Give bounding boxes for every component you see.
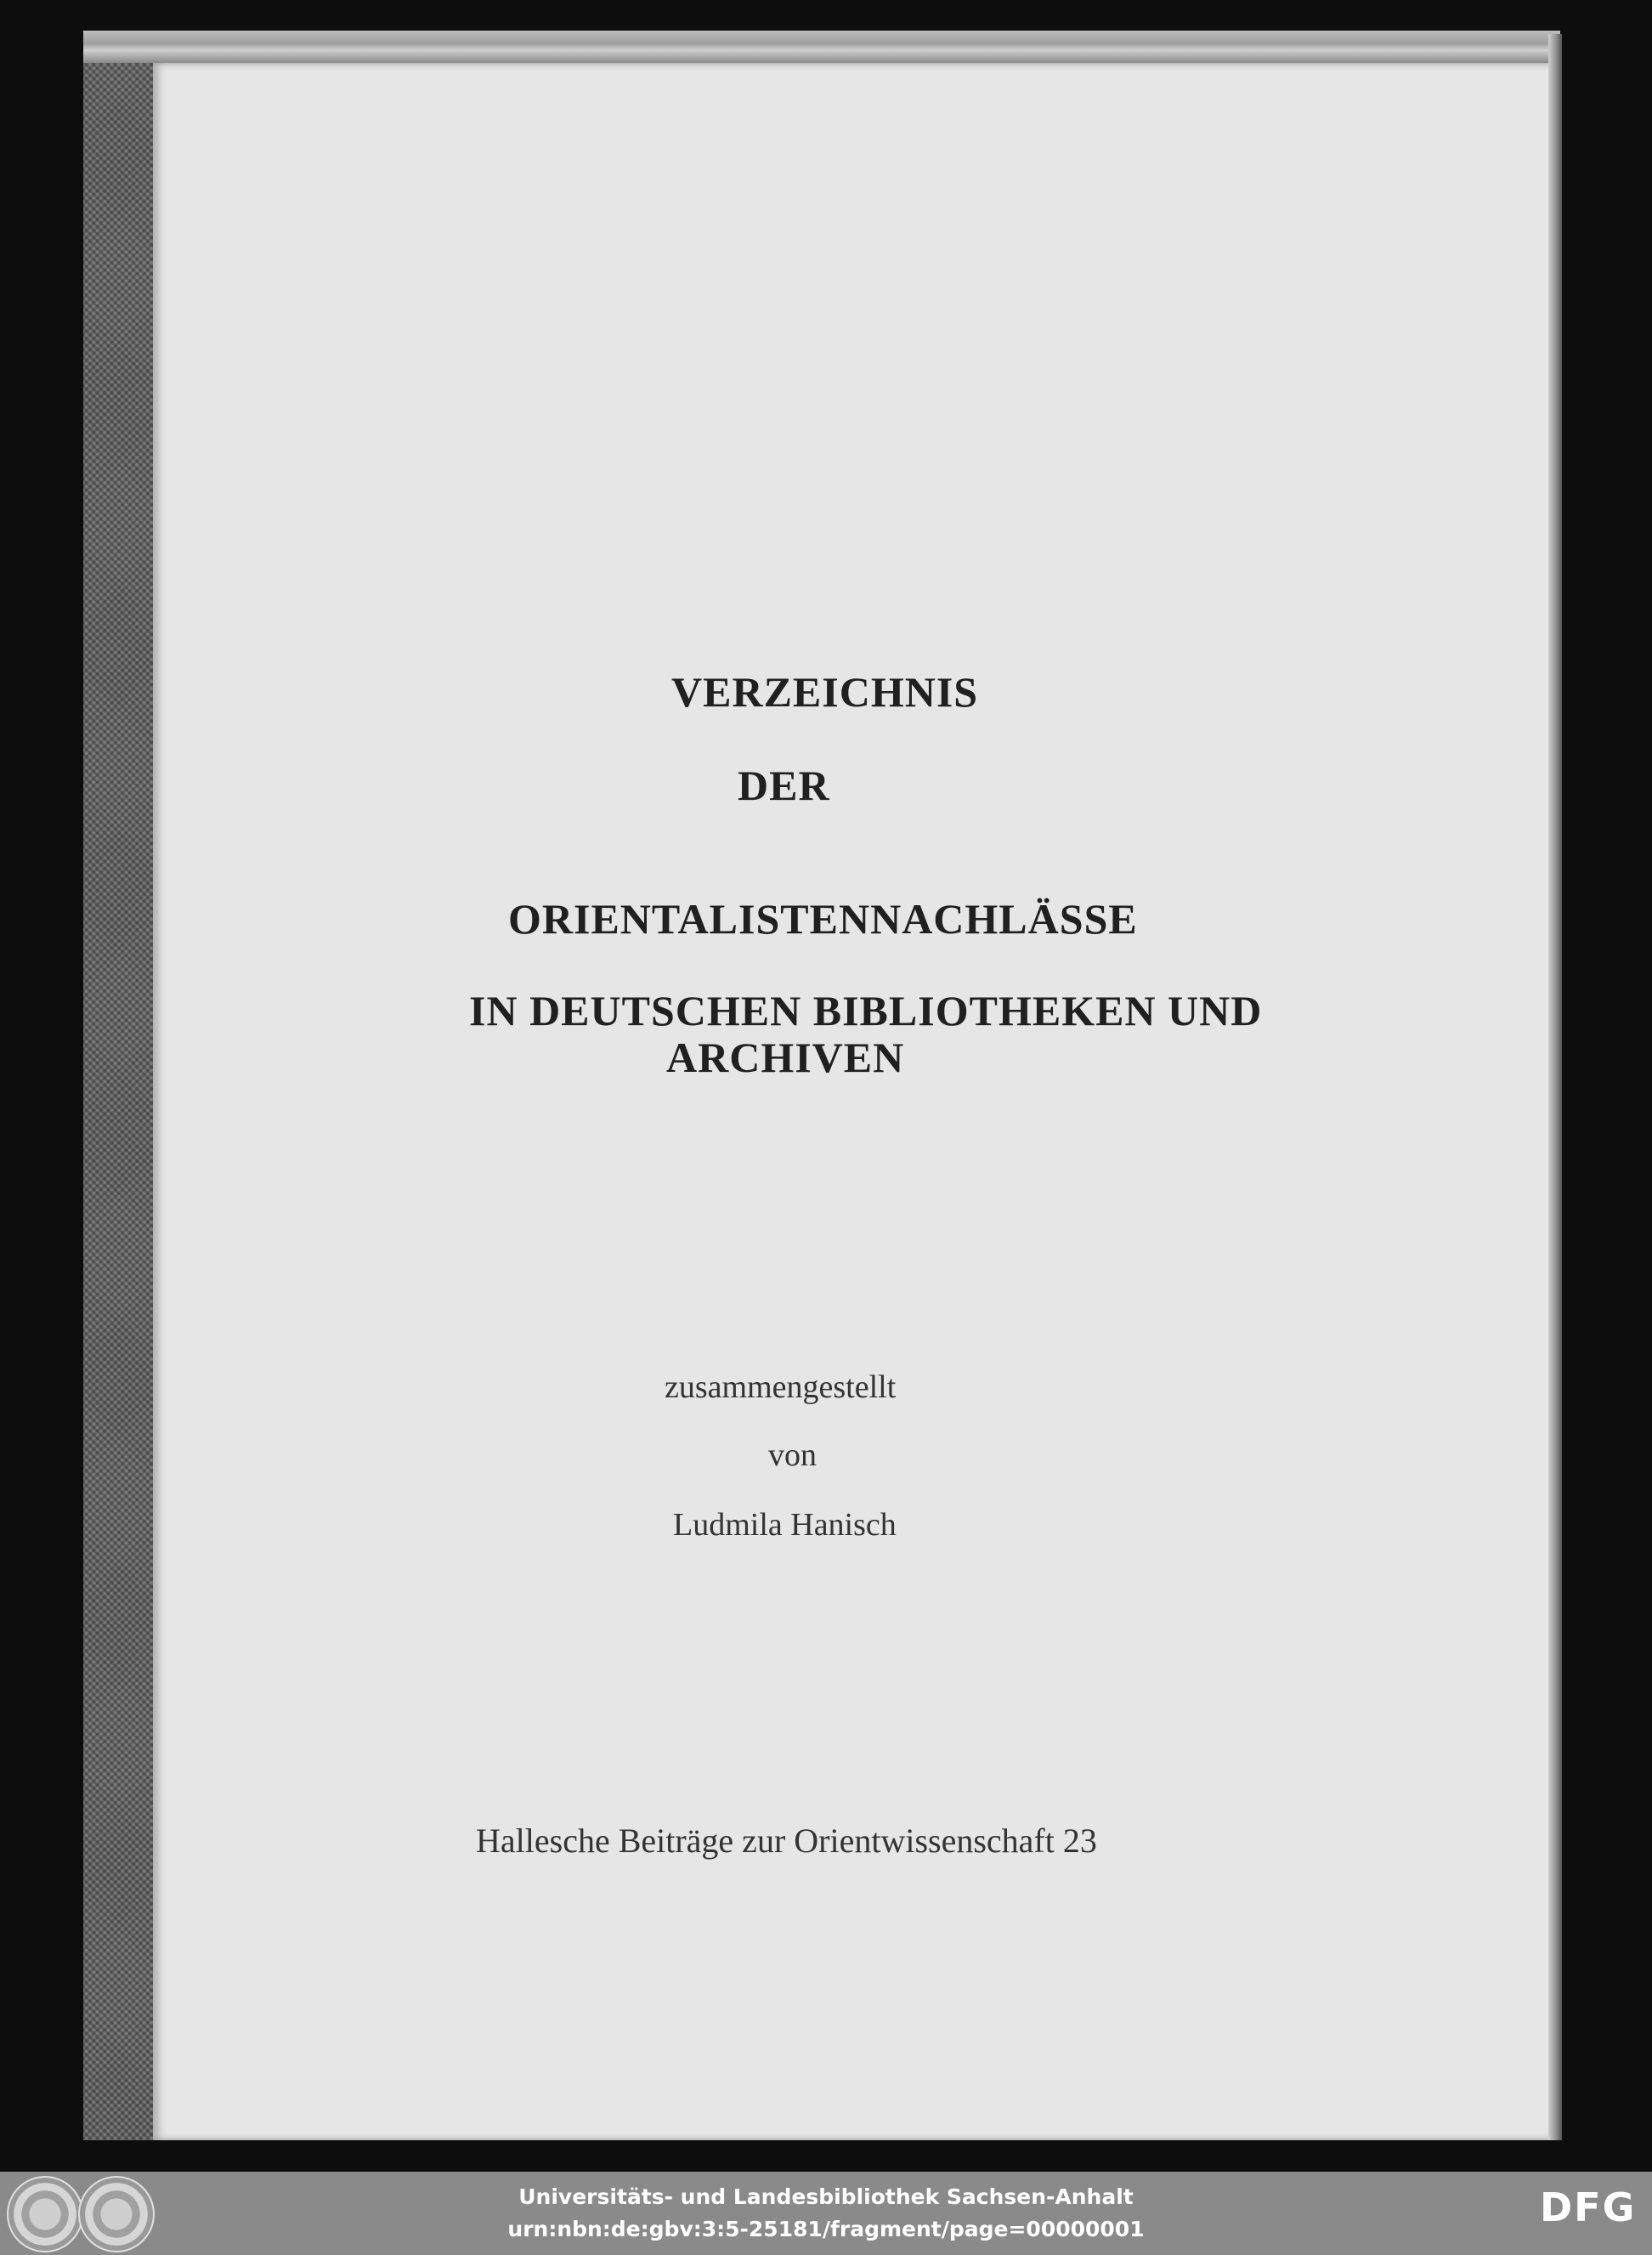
- book-right-edge: [1548, 34, 1562, 2140]
- title-line-3: ORIENTALISTENNACHLÄSSE: [508, 895, 1138, 943]
- footer-library-name: Universitäts- und Landesbibliothek Sachsen-Anhalt: [518, 2184, 1134, 2209]
- title-line-1: VERZEICHNIS: [671, 668, 979, 716]
- author-name: Ludmila Hanisch: [673, 1507, 897, 1543]
- book-top-edge: [83, 31, 1560, 63]
- title-line-4: IN DEUTSCHEN BIBLIOTHEKEN UND: [469, 987, 1263, 1034]
- dfg-logo: DFG: [1540, 2184, 1637, 2230]
- book-spine: [83, 63, 155, 2140]
- compiled-label: zusammengestellt: [665, 1369, 897, 1405]
- title-line-5: ARCHIVEN: [666, 1034, 905, 1081]
- footer-urn[interactable]: urn:nbn:de:gbv:3:5-25181/fragment/page=00000001: [507, 2217, 1145, 2241]
- title-line-2: DER: [738, 762, 830, 809]
- series-title: Hallesche Beiträge zur Orientwissenschaft 23: [476, 1822, 1097, 1860]
- by-label: von: [768, 1437, 817, 1473]
